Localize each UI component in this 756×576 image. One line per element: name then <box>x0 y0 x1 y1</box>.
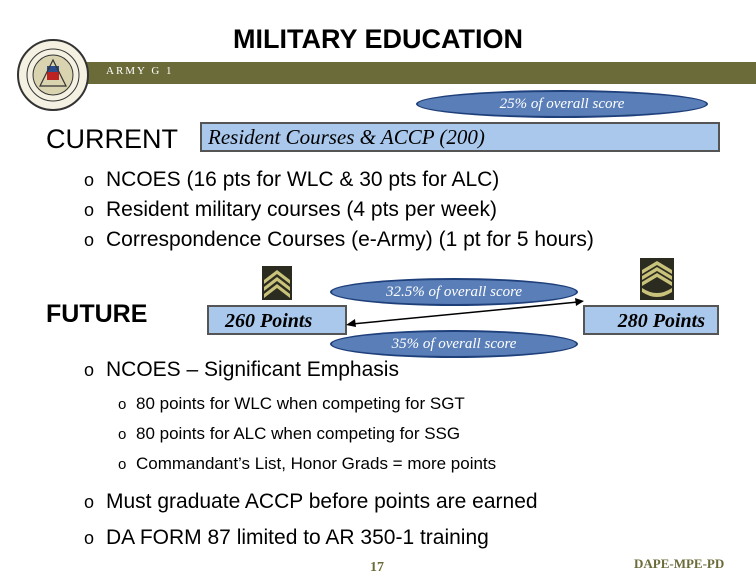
future-right-points-box: 280 Points <box>583 305 719 335</box>
list-item-text: NCOES – Significant Emphasis <box>106 358 399 381</box>
bullet-glyph: o <box>84 360 95 380</box>
sub-bullet-list <box>84 394 724 484</box>
bullet-glyph: o <box>84 230 95 250</box>
future-bullet-list <box>84 358 724 556</box>
header-band-label: ARMY G 1 <box>106 65 174 77</box>
bullet-glyph: o <box>84 199 95 220</box>
future-lower-percent-oval: 35% of overall score <box>330 330 578 358</box>
list-item-text: NCOES (16 pts for WLC & 30 pts for ALC) <box>106 168 500 191</box>
current-bullet-list <box>84 168 724 252</box>
page-number: 17 <box>370 560 384 575</box>
list-item <box>118 394 724 424</box>
current-box: Resident Courses & ACCP (200) <box>200 122 720 152</box>
bullet-glyph: o <box>84 170 95 190</box>
list-item <box>84 228 724 252</box>
list-item <box>84 358 724 386</box>
slide-title: MILITARY EDUCATION <box>233 24 523 54</box>
bullet-glyph: o <box>118 426 127 443</box>
bullet-glyph: o <box>118 456 127 473</box>
list-item-text: Must graduate ACCP before points are earned <box>106 490 538 513</box>
current-percent-oval: 25% of overall score <box>416 90 708 118</box>
list-item-text: Correspondence Courses (e-Army) (1 pt for 5 hours) <box>106 228 594 251</box>
bullet-glyph: o <box>84 492 95 512</box>
future-upper-percent-oval: 32.5% of overall score <box>330 278 578 306</box>
list-item <box>84 490 724 526</box>
current-label: CURRENT <box>46 124 178 154</box>
list-item-text: Commandant’s List, Honor Grads = more points <box>136 454 497 473</box>
list-item <box>84 526 724 556</box>
list-item-text: 80 points for WLC when competing for SGT <box>136 394 465 413</box>
points-arrow <box>346 296 586 332</box>
list-item <box>84 168 724 192</box>
staff-sergeant-chevron-icon <box>640 258 674 300</box>
sergeant-chevron-icon <box>262 266 292 300</box>
list-item <box>118 424 724 454</box>
future-left-points-box: 260 Points <box>207 305 347 335</box>
army-seal-icon <box>16 38 90 112</box>
list-item-text: Resident military courses (4 pts per week) <box>106 198 497 221</box>
list-item-text: DA FORM 87 limited to AR 350-1 training <box>106 526 489 549</box>
list-item <box>84 192 724 228</box>
bullet-glyph: o <box>84 528 95 548</box>
bullet-glyph: o <box>118 396 127 413</box>
future-label: FUTURE <box>46 300 148 328</box>
footer-office-code: DAPE-MPE-PD <box>634 556 725 571</box>
list-item <box>118 454 724 484</box>
list-item-text: 80 points for ALC when competing for SSG <box>136 424 461 443</box>
